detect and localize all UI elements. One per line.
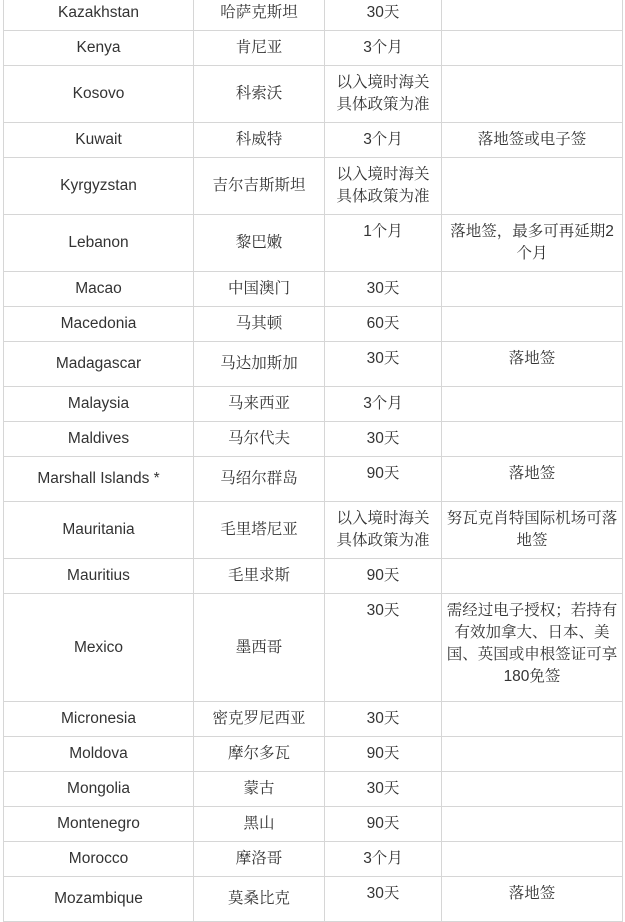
country-english-name: Kyrgyzstan (4, 158, 194, 215)
visa-note: 需经过电子授权；若持有有效加拿大、日本、美国、英国或申根签证可享180免签 (442, 594, 623, 702)
table-row (4, 123, 623, 158)
visa-note (442, 307, 623, 342)
stay-duration: 60天 (325, 307, 442, 342)
country-english-name: Malaysia (4, 387, 194, 422)
country-english-name: Mozambique (4, 877, 194, 922)
country-english-name: Mauritania (4, 502, 194, 559)
country-chinese-name: 黎巴嫩 (194, 215, 325, 272)
table-row (4, 457, 623, 502)
table-row (4, 559, 623, 594)
stay-duration: 1个月 (325, 215, 442, 272)
stay-duration: 3个月 (325, 123, 442, 158)
stay-duration: 90天 (325, 559, 442, 594)
country-chinese-name: 密克罗尼西亚 (194, 702, 325, 737)
table-row (4, 702, 623, 737)
stay-duration: 以入境时海关具体政策为准 (325, 66, 442, 123)
country-english-name: Kazakhstan (4, 0, 194, 31)
country-chinese-name: 摩尔多瓦 (194, 737, 325, 772)
table-row (4, 842, 623, 877)
country-english-name: Lebanon (4, 215, 194, 272)
table-row (4, 307, 623, 342)
stay-duration: 3个月 (325, 31, 442, 66)
table-row (4, 772, 623, 807)
country-english-name: Mexico (4, 594, 194, 702)
country-english-name: Moldova (4, 737, 194, 772)
table-row (4, 272, 623, 307)
table-row (4, 422, 623, 457)
table-row (4, 737, 623, 772)
stay-duration: 30天 (325, 594, 442, 702)
country-chinese-name: 肯尼亚 (194, 31, 325, 66)
visa-note (442, 807, 623, 842)
country-english-name: Macedonia (4, 307, 194, 342)
visa-note (442, 702, 623, 737)
visa-note: 落地签 (442, 877, 623, 922)
country-chinese-name: 吉尔吉斯斯坦 (194, 158, 325, 215)
country-english-name: Mongolia (4, 772, 194, 807)
country-english-name: Montenegro (4, 807, 194, 842)
table-row (4, 31, 623, 66)
stay-duration: 30天 (325, 272, 442, 307)
stay-duration: 以入境时海关具体政策为准 (325, 158, 442, 215)
country-chinese-name: 中国澳门 (194, 272, 325, 307)
country-chinese-name: 马绍尔群岛 (194, 457, 325, 502)
table-row (4, 387, 623, 422)
table-row (4, 342, 623, 387)
visa-free-table (3, 0, 623, 922)
country-english-name: Morocco (4, 842, 194, 877)
country-chinese-name: 哈萨克斯坦 (194, 0, 325, 31)
stay-duration: 30天 (325, 422, 442, 457)
country-chinese-name: 科威特 (194, 123, 325, 158)
country-english-name: Kosovo (4, 66, 194, 123)
visa-note (442, 422, 623, 457)
country-english-name: Kenya (4, 31, 194, 66)
stay-duration: 90天 (325, 807, 442, 842)
country-english-name: Madagascar (4, 342, 194, 387)
stay-duration: 3个月 (325, 387, 442, 422)
stay-duration: 30天 (325, 702, 442, 737)
visa-note (442, 66, 623, 123)
country-chinese-name: 马尔代夫 (194, 422, 325, 457)
visa-note (442, 772, 623, 807)
visa-note (442, 842, 623, 877)
stay-duration: 30天 (325, 0, 442, 31)
country-english-name: Macao (4, 272, 194, 307)
stay-duration: 以入境时海关具体政策为准 (325, 502, 442, 559)
table-row (4, 215, 623, 272)
stay-duration: 30天 (325, 772, 442, 807)
country-chinese-name: 蒙古 (194, 772, 325, 807)
visa-note: 努瓦克肖特国际机场可落地签 (442, 502, 623, 559)
country-english-name: Mauritius (4, 559, 194, 594)
country-chinese-name: 黑山 (194, 807, 325, 842)
country-chinese-name: 摩洛哥 (194, 842, 325, 877)
country-chinese-name: 马来西亚 (194, 387, 325, 422)
stay-duration: 30天 (325, 342, 442, 387)
table-row (4, 66, 623, 123)
country-chinese-name: 毛里塔尼亚 (194, 502, 325, 559)
country-english-name: Micronesia (4, 702, 194, 737)
country-english-name: Marshall Islands * (4, 457, 194, 502)
table-row (4, 502, 623, 559)
visa-note (442, 31, 623, 66)
visa-note (442, 272, 623, 307)
country-chinese-name: 毛里求斯 (194, 559, 325, 594)
stay-duration: 90天 (325, 737, 442, 772)
country-chinese-name: 墨西哥 (194, 594, 325, 702)
visa-note (442, 0, 623, 31)
stay-duration: 90天 (325, 457, 442, 502)
table-row (4, 158, 623, 215)
visa-note (442, 387, 623, 422)
stay-duration: 3个月 (325, 842, 442, 877)
country-chinese-name: 马达加斯加 (194, 342, 325, 387)
table-row (4, 594, 623, 702)
country-chinese-name: 莫桑比克 (194, 877, 325, 922)
visa-note: 落地签 (442, 342, 623, 387)
table-row (4, 0, 623, 31)
visa-note: 落地签或电子签 (442, 123, 623, 158)
country-chinese-name: 马其顿 (194, 307, 325, 342)
table-row (4, 807, 623, 842)
stay-duration: 30天 (325, 877, 442, 922)
country-english-name: Maldives (4, 422, 194, 457)
visa-note: 落地签 (442, 457, 623, 502)
table-row (4, 877, 623, 922)
country-chinese-name: 科索沃 (194, 66, 325, 123)
visa-note (442, 559, 623, 594)
country-english-name: Kuwait (4, 123, 194, 158)
visa-note (442, 737, 623, 772)
visa-note (442, 158, 623, 215)
visa-note: 落地签，最多可再延期2个月 (442, 215, 623, 272)
